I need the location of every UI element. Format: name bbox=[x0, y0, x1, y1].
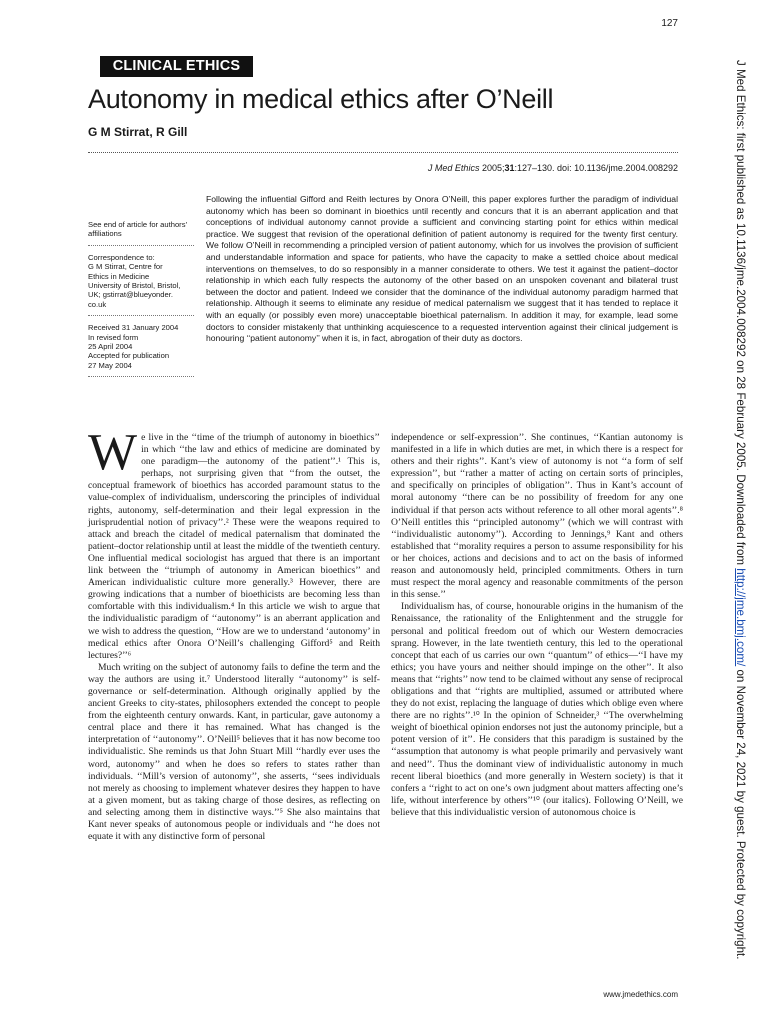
body-paragraph: Individualism has, of course, honourable origins in the humanism of the Renaissance, the rationality of the Enlightenment and the struggle for personal and political freedom out of which our Western democracies sprang. However, in the late twentieth century, this led to the operational concept that each of us carries our own ‘‘quantum’’ of ethics—‘‘I have my ethics; you have yours and neither should impinge on the other’’. It also means that ‘‘rights’’ now tend to be claimed without any sense of reciprocal obligations and that ‘‘rights are multiplied, assumed or attributed where they do not exist, replacing the language of duties which oblige even where there are no rights’’.¹⁰ In the opinion of Schneider,³ ‘‘The overwhelming weight of bioethical opinion endorses not just the autonomy principle, but a potent version of it’’. He considers that this paradigm is sustained by the ‘‘assumption that autonomy is what people primarily and pervasively want and need’’. Thus the dominant view of individualistic autonomy in much recent liberal bioethics (and more generally in Western society) is that it confers a ‘‘right to act on one’s own judgment about matters affecting one’s life, without interference by others’’¹⁰ (our italics). Following O’Neill, we believe that this individualistic version of autonomous choice is bbox=[391, 601, 683, 818]
citation-year: 2005; bbox=[481, 163, 505, 173]
correspondence-line: Ethics in Medicine bbox=[88, 271, 150, 281]
correspondence-line: co.uk bbox=[88, 299, 107, 309]
page-number: 127 bbox=[661, 18, 678, 29]
affiliations-note bbox=[88, 220, 194, 246]
paragraph-text: e live in the ‘‘time of the triumph of autonomy in bioethics’’ in which ‘‘the law and ethics of medicine are dominated by one paradigm—the autonomy of the patient’’.¹ This is, perhaps, not surprising given that ‘‘from the outset, the conceptual framework of bioethics has accorded paramount status to the value-complex of individualism, underscoring the principles of individual rights, autonomy, self-determination and their legal expression in the jurisprudential notion of privacy’’.² These were the weapons required to attack and breach the citadel of medical paternalism that dominated the patient–doctor relationship until at least the middle of the twentieth century. One influential medical sociologist has argued that there is an important link between the ‘‘triumph of autonomy in American bioethics’’ and American individualistic culture more generally.³ However, there are growing indications that a number of bioethicists are becoming less than comfortable with this individualism.⁴ In this article we wish to argue that the individualistic paradigm of ‘‘autonomy’’ is an aberrant application and we wish to address the question, ‘‘How are we to understand ‘autonomy’ in medical ethics after Onora O’Neill’s challenging Gifford⁵ and Reith lectures?’’⁶ bbox=[88, 432, 380, 661]
footer-url: www.jmedethics.com bbox=[603, 990, 678, 999]
author-list: G M Stirrat, R Gill bbox=[88, 125, 188, 139]
correspondence-line: Correspondence to: bbox=[88, 252, 155, 262]
correspondence-line: UK; gstirrat@blueyonder. bbox=[88, 290, 173, 300]
drop-cap: W bbox=[88, 424, 138, 481]
abstract: Following the influential Gifford and Reith lectures by Onora O’Neill, this paper explores further the paradigm of individual autonomy which has been so dominant in bioethics until recently and concurs that it is an aberrant application and that conceptions of individual autonomy cannot provide a sufficient and convincing starting point for ethics within medical practice. We suggest that revision of the operational definition of patient autonomy is required for the twenty first century. We follow O’Neill in recommending a principled version of patient autonomy, which for us involves the provision of sufficient and understandable information and space for patients, who have the capacity to make a settled choice about medical interventions on themselves, to do so responsibly in a manner considerate to others. We test it against the patient–doctor relationship in which each fully respects the autonomy of the other based on an unspoken covenant and bilateral trust between the doctor and patient. Indeed we consider that the dominance of the individual autonomy paradigm harmed that relationship. Although it seems to eliminate any residue of medical paternalism we suggest that it has tended to replace it with an equally (or possibly even more) unacceptable bioethical paternalism. In addition it may, for example, lead some doctors to consider mistakenly that unthinking acquiescence to a requested intervention against their clinical judgement is honouring ‘‘patient autonomy’’ when it is, in fact, abrogation of their duty as doctors. bbox=[206, 194, 678, 344]
article-sidebar bbox=[88, 220, 194, 377]
citation-line bbox=[428, 163, 678, 173]
body-paragraph bbox=[88, 424, 380, 662]
download-notice bbox=[734, 60, 747, 960]
journal-link[interactable]: http://jme.bmj.com/ bbox=[734, 568, 747, 667]
body-column-right bbox=[391, 432, 683, 819]
affiliations-text: See end of article for authors’ affiliations bbox=[88, 220, 187, 239]
journal-name: J Med Ethics bbox=[427, 163, 480, 173]
download-notice-prefix: J Med Ethics: first published as 10.1136/jme.2004.008292 on 28 February 2005. Downloaded from bbox=[734, 60, 747, 569]
correspondence-block bbox=[88, 253, 194, 316]
section-banner: CLINICAL ETHICS bbox=[100, 56, 253, 77]
date-line: Received 31 January 2004 bbox=[88, 323, 179, 333]
date-line: 27 May 2004 bbox=[88, 360, 132, 370]
article-title: Autonomy in medical ethics after O’Neill bbox=[88, 84, 554, 114]
header-divider bbox=[88, 152, 678, 153]
dates-block bbox=[88, 323, 194, 377]
citation-volume: 31 bbox=[504, 163, 515, 173]
download-notice-suffix: on November 24, 2021 by guest. Protected by copyright. bbox=[734, 666, 747, 960]
citation-pages: :127–130. doi: 10.1136/jme.2004.008292 bbox=[514, 163, 678, 173]
date-line: In revised form bbox=[88, 332, 139, 342]
body-paragraph: independence or self-expression’’. She continues, ‘‘Kantian autonomy is manifested in a life in which duties are met, in which there is a respect for others and their rights’’. Kant’s view of autonomy is not ‘‘a form of self expression’’, but ‘‘rather a matter of acting on certain sorts of principles, and specifically on principles of obligation’’. Thus in Kant’s account of moral autonomy ‘‘there can be no possibility of freedom for any one individual if that person acts without reference to all other moral agents’’.⁸ O’Neill entitles this ‘‘principled autonomy’’ (which we will contrast with ‘‘individualistic autonomy’’). According to Jennings,⁹ Kant and others established that ‘‘morality requires a person to assume responsibility for his or her choices, actions and decisions and to act on the basis of informed reason and autonomously held, principled commitments. Others in turn must respect the moral agency and reasonable commitments of the person in this sense.’’ bbox=[391, 432, 683, 601]
date-line: 25 April 2004 bbox=[88, 342, 133, 352]
date-line: Accepted for publication bbox=[88, 351, 170, 361]
body-column-left bbox=[88, 424, 380, 843]
correspondence-line: G M Stirrat, Centre for bbox=[88, 262, 163, 272]
body-paragraph: Much writing on the subject of autonomy fails to define the term and the way the authors are using it.⁷ Understood literally ‘‘autonomy’’ is self-governance or self-determination. Although originally applied by the ancient Greeks to city-states, philosophers extended the concept to people from the eighteenth century onwards. Kant, in particular, gave autonomy a central place and there it has remained. What has changed is the interpretation of ‘‘autonomy’’. O’Neill⁵ believes that it has now become too individualistic. She reminds us that John Stuart Mill ‘‘hardly ever uses the word, autonomy’’ and when he does so refers to states rather than individuals. ‘‘Mill’s version of autonomy’’, she asserts, ‘‘sees individuals not merely as choosing to implement whatever desires they happen to have at a given moment, but as taking charge of those desires, as reflecting on and selecting among them in distinctive ways.’’⁵ She also maintains that Kant never speaks of autonomous people or individuals and ‘‘he does not equate it with any distinctive form of personal bbox=[88, 661, 380, 843]
correspondence-line: University of Bristol, Bristol, bbox=[88, 281, 181, 291]
